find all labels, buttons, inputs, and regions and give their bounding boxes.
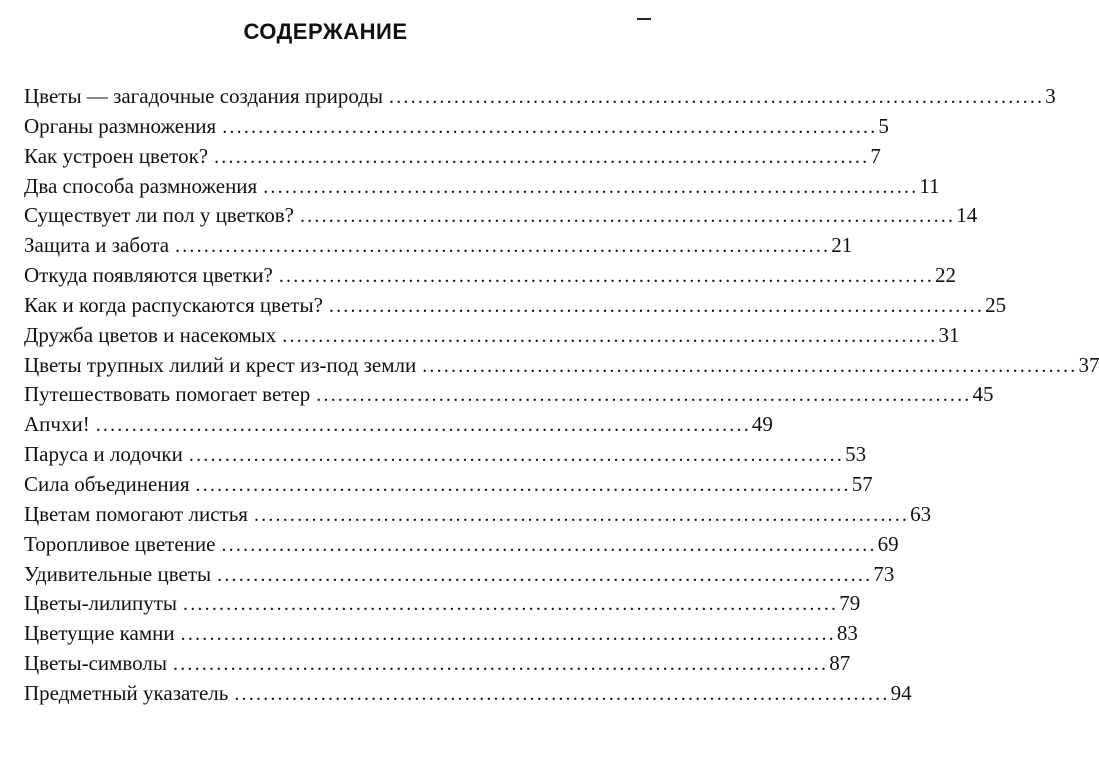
toc-entry [24,560,895,590]
toc-dot-leader: ........................................................................................... [175,235,831,258]
toc-dot-leader: ........................................................................................... [263,175,919,198]
toc-entry [24,649,851,679]
toc-entry [24,530,899,560]
toc-entry-title: Цветы-символы [24,651,167,676]
toc-entry [24,679,912,709]
toc-entry-title: Апчхи! [24,412,90,437]
toc-entry-page: 22 [935,263,957,288]
toc-dot-leader: ........................................................................................... [389,86,1045,108]
toc-entry-page: 69 [877,531,899,556]
toc-dot-leader: ........................................................................................... [316,384,972,407]
toc-entry-page: 5 [878,113,889,138]
toc-entry [24,380,994,410]
toc-entry-page: 49 [751,412,773,437]
toc-entry-title: Цветы — загадочные создания природы [24,84,384,108]
toc-entry [24,261,957,291]
toc-entry [24,321,960,351]
toc-entry [24,291,1007,321]
toc-entry-page: 14 [956,203,978,228]
toc-entry [24,351,1099,381]
toc-entry-page: 37 [1078,352,1099,377]
toc-entry [24,410,773,440]
toc-entry-title: Органы размножения [24,113,217,138]
toc-dot-leader: ........................................................................................... [253,503,910,526]
toc-entry [24,201,978,231]
toc-entry-title: Дружба цветов и насекомых [24,322,277,347]
toc-dot-leader: ........................................................................................... [180,623,836,646]
toc-entry-title: Защита и забота [24,233,170,258]
toc-entry-page: 11 [919,173,940,198]
toc-entry-page: 94 [890,680,912,705]
toc-entry-title: Как устроен цветок? [24,143,209,168]
toc-entry [24,142,881,172]
toc-entry [24,589,861,619]
toc-dot-leader: ........................................................................................... [222,115,878,138]
toc-entry-page: 3 [1045,84,1056,108]
toc-entry-title: Торопливое цветение [24,531,216,556]
toc-entry-page: 63 [910,501,932,526]
toc-dot-leader: ........................................................................................... [328,294,985,317]
toc-dot-leader: ........................................................................................... [217,563,873,586]
toc-dot-leader: ........................................................................................... [214,145,870,168]
toc-entry-title: Два способа размножения [24,173,258,198]
toc-entry-page: 53 [845,442,867,467]
toc-dot-leader: ........................................................................................... [278,265,935,288]
toc-entry [24,172,940,202]
toc-entry-page: 73 [873,561,895,586]
toc-entry-page: 21 [831,233,853,258]
toc-entry-title: Цветущие камни [24,621,175,646]
toc-dot-leader: ........................................................................................... [173,653,829,676]
toc-entry-page: 79 [839,591,861,616]
toc-entry-title: Цветам помогают листья [24,501,248,526]
toc-dot-leader: ........................................................................................... [422,354,1078,377]
toc-entry-page: 31 [938,322,960,347]
toc-dot-leader: ........................................................................................... [282,324,938,347]
toc-entry-title: Откуда появляются цветки? [24,263,273,288]
toc-entry-page: 83 [836,621,858,646]
toc-entry [24,619,858,649]
toc-entry-title: Сила объединения [24,471,190,496]
toc-dot-leader: ........................................................................................... [299,205,956,228]
toc-entry-page: 25 [985,292,1007,317]
toc-entry-title: Паруса и лодочки [24,442,183,467]
toc-entry-page: 45 [972,382,994,407]
toc-entry-page: 87 [829,651,851,676]
toc-entry-title: Удивительные цветы [24,561,212,586]
toc-entry-title: Как и когда распускаются цветы? [24,292,323,317]
toc-entry-page: 57 [851,471,873,496]
toc-entry-title: Существует ли пол у цветков? [24,203,294,228]
toc-entry [24,440,867,470]
toc-dot-leader: ........................................................................................... [188,444,845,467]
toc-dot-leader: ........................................................................................... [95,414,751,437]
page-title: СОДЕРЖАНИЕ [243,18,408,44]
toc-entry-title: Путешествовать помогает ветер [24,382,311,407]
toc-entry [24,112,889,142]
toc-entry [24,500,932,530]
toc-entry-title: Предметный указатель [24,680,229,705]
toc-entry [24,470,873,500]
toc-dot-leader: ........................................................................................... [183,593,839,616]
toc-entry [24,231,853,261]
toc-entry [24,82,1056,112]
table-of-contents [24,82,1099,709]
toc-dot-leader: ........................................................................................... [195,473,851,496]
toc-entry-page: 7 [870,143,881,168]
toc-dot-leader: ........................................................................................... [234,682,890,705]
toc-entry-title: Цветы трупных лилий и крест из-под земли [24,352,417,377]
toc-dot-leader: ........................................................................................... [221,533,877,556]
toc-entry-title: Цветы-лилипуты [24,591,178,616]
